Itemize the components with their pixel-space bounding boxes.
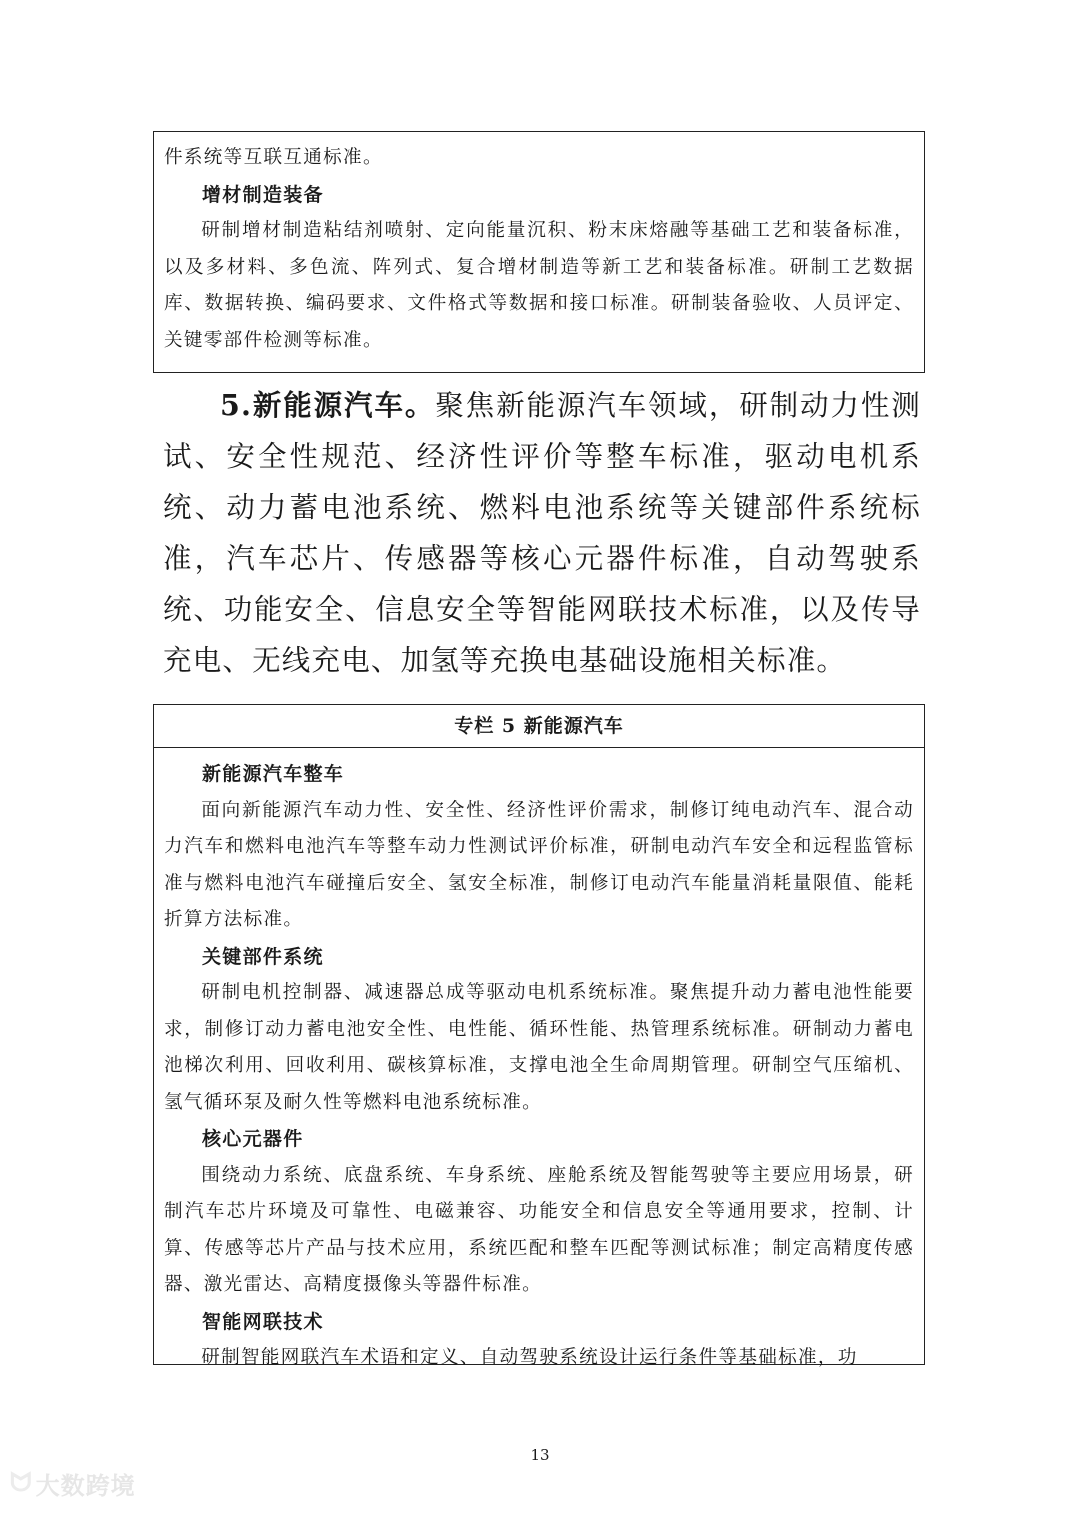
- section-text: 面向新能源汽车动力性、安全性、经济性评价需求，制修订纯电动汽车、混合动力汽车和燃料电池汽车等整车动力性测试评价标准，研制电动汽车安全和远程监管标准与燃料电池汽车碰撞后安全、氢安全标准，制修订电动汽车能量消耗量限值、能耗折算方法标准。: [164, 799, 914, 930]
- section-heading: 关键部件系统: [202, 945, 324, 968]
- section-heading: 新能源汽车整车: [202, 763, 345, 785]
- section-text: 研制电机控制器、减速器总成等驱动电机系统标准。聚焦提升动力蓄电池性能要求，制修订动力蓄电池安全性、电性能、循环性能、热管理系统标准。研制动力蓄电池梯次利用、回收利用、碳核算标准，支撑电池全生命周期管理。研制空气压缩机、氢气循环泵及耐久性等燃料电池系统标准。: [164, 982, 914, 1113]
- continued-line: 件系统等互联互通标准。: [164, 147, 383, 168]
- watermark-logo-icon: ᗢ: [10, 1468, 32, 1498]
- table-box-additive-manufacturing: [153, 131, 925, 373]
- section-text: 研制增材制造粘结剂喷射、定向能量沉积、粉末床熔融等基础工艺和装备标准，以及多材料、多色流、阵列式、复合增材制造等新工艺和装备标准。研制工艺数据库、数据转换、编码要求、文件格式等数据和接口标准。研制装备验收、人员评定、关键零部件检测等标准。: [164, 220, 914, 351]
- page-number: 13: [530, 1446, 550, 1464]
- section-heading: 智能网联技术: [202, 1310, 324, 1333]
- section-heading: 核心元器件: [202, 1128, 304, 1150]
- watermark-text: 大数跨境: [35, 1472, 136, 1500]
- box-title: 专栏 5 新能源汽车: [154, 705, 924, 748]
- table-box-new-energy-vehicles: [153, 704, 925, 1368]
- paragraph-lead: 5.新能源汽车。: [220, 388, 436, 422]
- section-heading: 增材制造装备: [202, 183, 324, 206]
- section-text: 围绕动力系统、底盘系统、车身系统、座舱系统及智能驾驶等主要应用场景，研制汽车芯片环境及可靠性、电磁兼容、功能安全和信息安全等通用要求，控制、计算、传感等芯片产品与技术应用，系统匹配和整车匹配等测试标准；制定高精度传感器、激光雷达、高精度摄像头等器件标准。: [164, 1164, 914, 1295]
- main-paragraph: [163, 380, 921, 686]
- paragraph-body: 聚焦新能源汽车领域，研制动力性测试、安全性规范、经济性评价等整车标准，驱动电机系统、动力蓄电池系统、燃料电池系统等关键部件系统标准，汽车芯片、传感器等核心元器件标准，自动驾驶系统、功能安全、信息安全等智能网联技术标准，以及传导充电、无线充电、加氢等充换电基础设施相关标准。: [163, 389, 921, 677]
- section-text: 研制智能网联汽车术语和定义、自动驾驶系统设计运行条件等基础标准，功: [201, 1347, 858, 1368]
- watermark: [10, 1466, 136, 1501]
